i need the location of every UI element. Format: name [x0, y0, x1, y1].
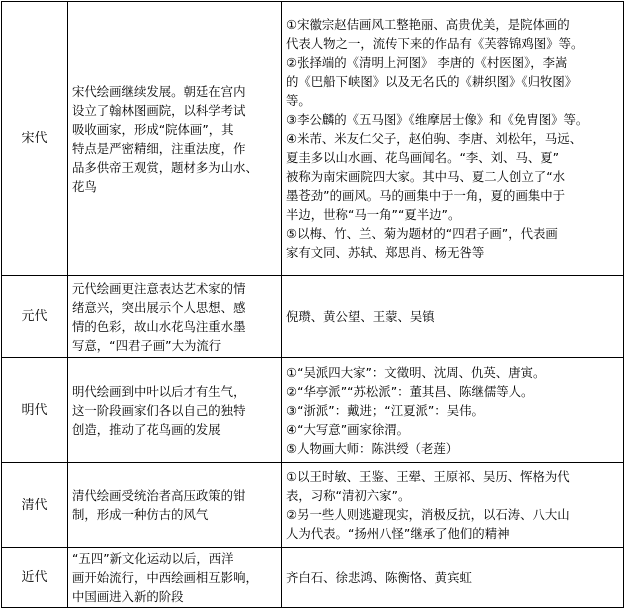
text-line: ①“吴派四大家”：文徵明、沈周、仇英、唐寅。	[286, 364, 546, 380]
text-line: 中国画进入新的阶段	[72, 589, 184, 604]
text-line: 半边，世称“马一角”“夏半边”。	[286, 207, 461, 222]
details-cell	[282, 548, 624, 608]
text-line: 这一阶段画家们各以自己的独特	[72, 402, 246, 418]
table-row	[2, 2, 624, 276]
summary-cell	[68, 2, 282, 276]
text-line: 设立了翰林图画院，以科学考试	[72, 102, 246, 118]
text-line: 家有文同、苏轼、郑思肖、杨无咎等	[286, 245, 485, 260]
era-cell: 明代	[2, 358, 68, 463]
text-line: 特点是严密精细，注重法度，作	[72, 140, 246, 156]
summary-cell	[68, 548, 282, 608]
text-line: 吸收画家，形成“院体画”，其	[72, 121, 234, 137]
era-cell: 清代	[2, 463, 68, 548]
text-line: ②另一些人则逃避现实，消极反抗，以石涛、八大山	[286, 507, 570, 522]
text-line: 花鸟	[72, 178, 97, 194]
text-line: ④“大写意”画家徐渭。	[286, 421, 410, 437]
era-cell: 宋代	[2, 2, 68, 276]
summary-cell	[68, 358, 282, 463]
table-row	[2, 463, 624, 548]
table-row	[2, 358, 624, 463]
text-line: ⑤人物画大师：陈洪绶（老莲）	[286, 440, 459, 456]
text-line: 明代绘画到中叶以后才有生气，	[72, 383, 246, 399]
text-line: 绪意兴，突出展示个人思想、感	[72, 299, 246, 315]
text-line: 的《巴船下峡图》以及无名氏的《耕织图》《归牧图》	[286, 74, 578, 89]
text-line: 画开始流行，中西绘画相互影响，	[72, 570, 258, 585]
text-line: ③“浙派”：戴进；“江夏派”：吴伟。	[286, 402, 484, 418]
text-line: 创造，推动了花鸟画的发展	[72, 421, 221, 437]
text-line: 宋代绘画继续发展。朝廷在宫内	[72, 83, 246, 99]
text-line: ④米芾、米友仁父子，赵伯驹、李唐、刘松年，马远、	[286, 131, 583, 146]
details-cell	[282, 276, 624, 358]
text-line: 倪瓒、黄公望、王蒙、吴镇	[286, 309, 435, 324]
details-cell	[282, 463, 624, 548]
text-line: 情的色彩，故山水花鸟注重水墨	[72, 318, 246, 334]
text-line: 墨苍劲”的画风。马的画集中于一角，夏的画集中于	[286, 188, 566, 203]
summary-cell	[68, 463, 282, 548]
table-row	[2, 276, 624, 358]
text-line: ②张择端的《清明上河图》 李唐的《村医图》，李嵩	[286, 55, 568, 70]
details-cell	[282, 358, 624, 463]
details-cell	[282, 2, 624, 276]
text-line: 品多供帝王观赏，题材多为山水、	[72, 159, 258, 175]
text-line: ⑤以梅、竹、兰、菊为题材的“四君子画”，代表画	[286, 226, 558, 241]
text-line: ②“华亭派”“苏松派”：董其昌、陈继儒等人。	[286, 383, 534, 399]
text-line: “五四”新文化运动以后，西洋	[72, 551, 234, 566]
text-line: 被称为南宋画院四大家。其中马、夏二人创立了“水	[286, 169, 566, 184]
text-line: ①宋徽宗赵佶画风工整艳丽、高贵优美，是院体画的	[286, 17, 570, 32]
text-line: 清代绘画受统治者高压政策的钳	[72, 488, 246, 503]
summary-cell	[68, 276, 282, 358]
text-line: 人为代表。“扬州八怪”继承了他们的精神	[286, 526, 510, 541]
text-line: 代表人物之一，流传下来的作品有《芙蓉锦鸡图》等。	[286, 36, 584, 51]
text-line: 表，习称“清初六家”。	[286, 488, 411, 503]
text-line: 夏圭多以山水画、花鸟画闻名。“李、刘、马、夏”	[286, 150, 560, 165]
table-row	[2, 548, 624, 608]
text-line: ①以王时敏、王鉴、王翚、王原祁、吴历、恽格为代	[286, 469, 570, 484]
text-line: ③李公麟的《五马图》《维摩居士像》和《免胄图》等。	[286, 112, 589, 127]
era-cell: 近代	[2, 548, 68, 608]
text-line: 元代绘画更注意表达艺术家的情	[72, 280, 246, 296]
text-line: 齐白石、徐悲鸿、陈衡恪、黄宾虹	[286, 570, 472, 585]
painting-history-table	[1, 1, 624, 608]
text-line: 写意，“四君子画”大为流行	[72, 337, 222, 353]
era-cell: 元代	[2, 276, 68, 358]
text-line: 制，形成一种仿古的风气	[72, 507, 209, 522]
text-line: 等。	[286, 93, 311, 108]
